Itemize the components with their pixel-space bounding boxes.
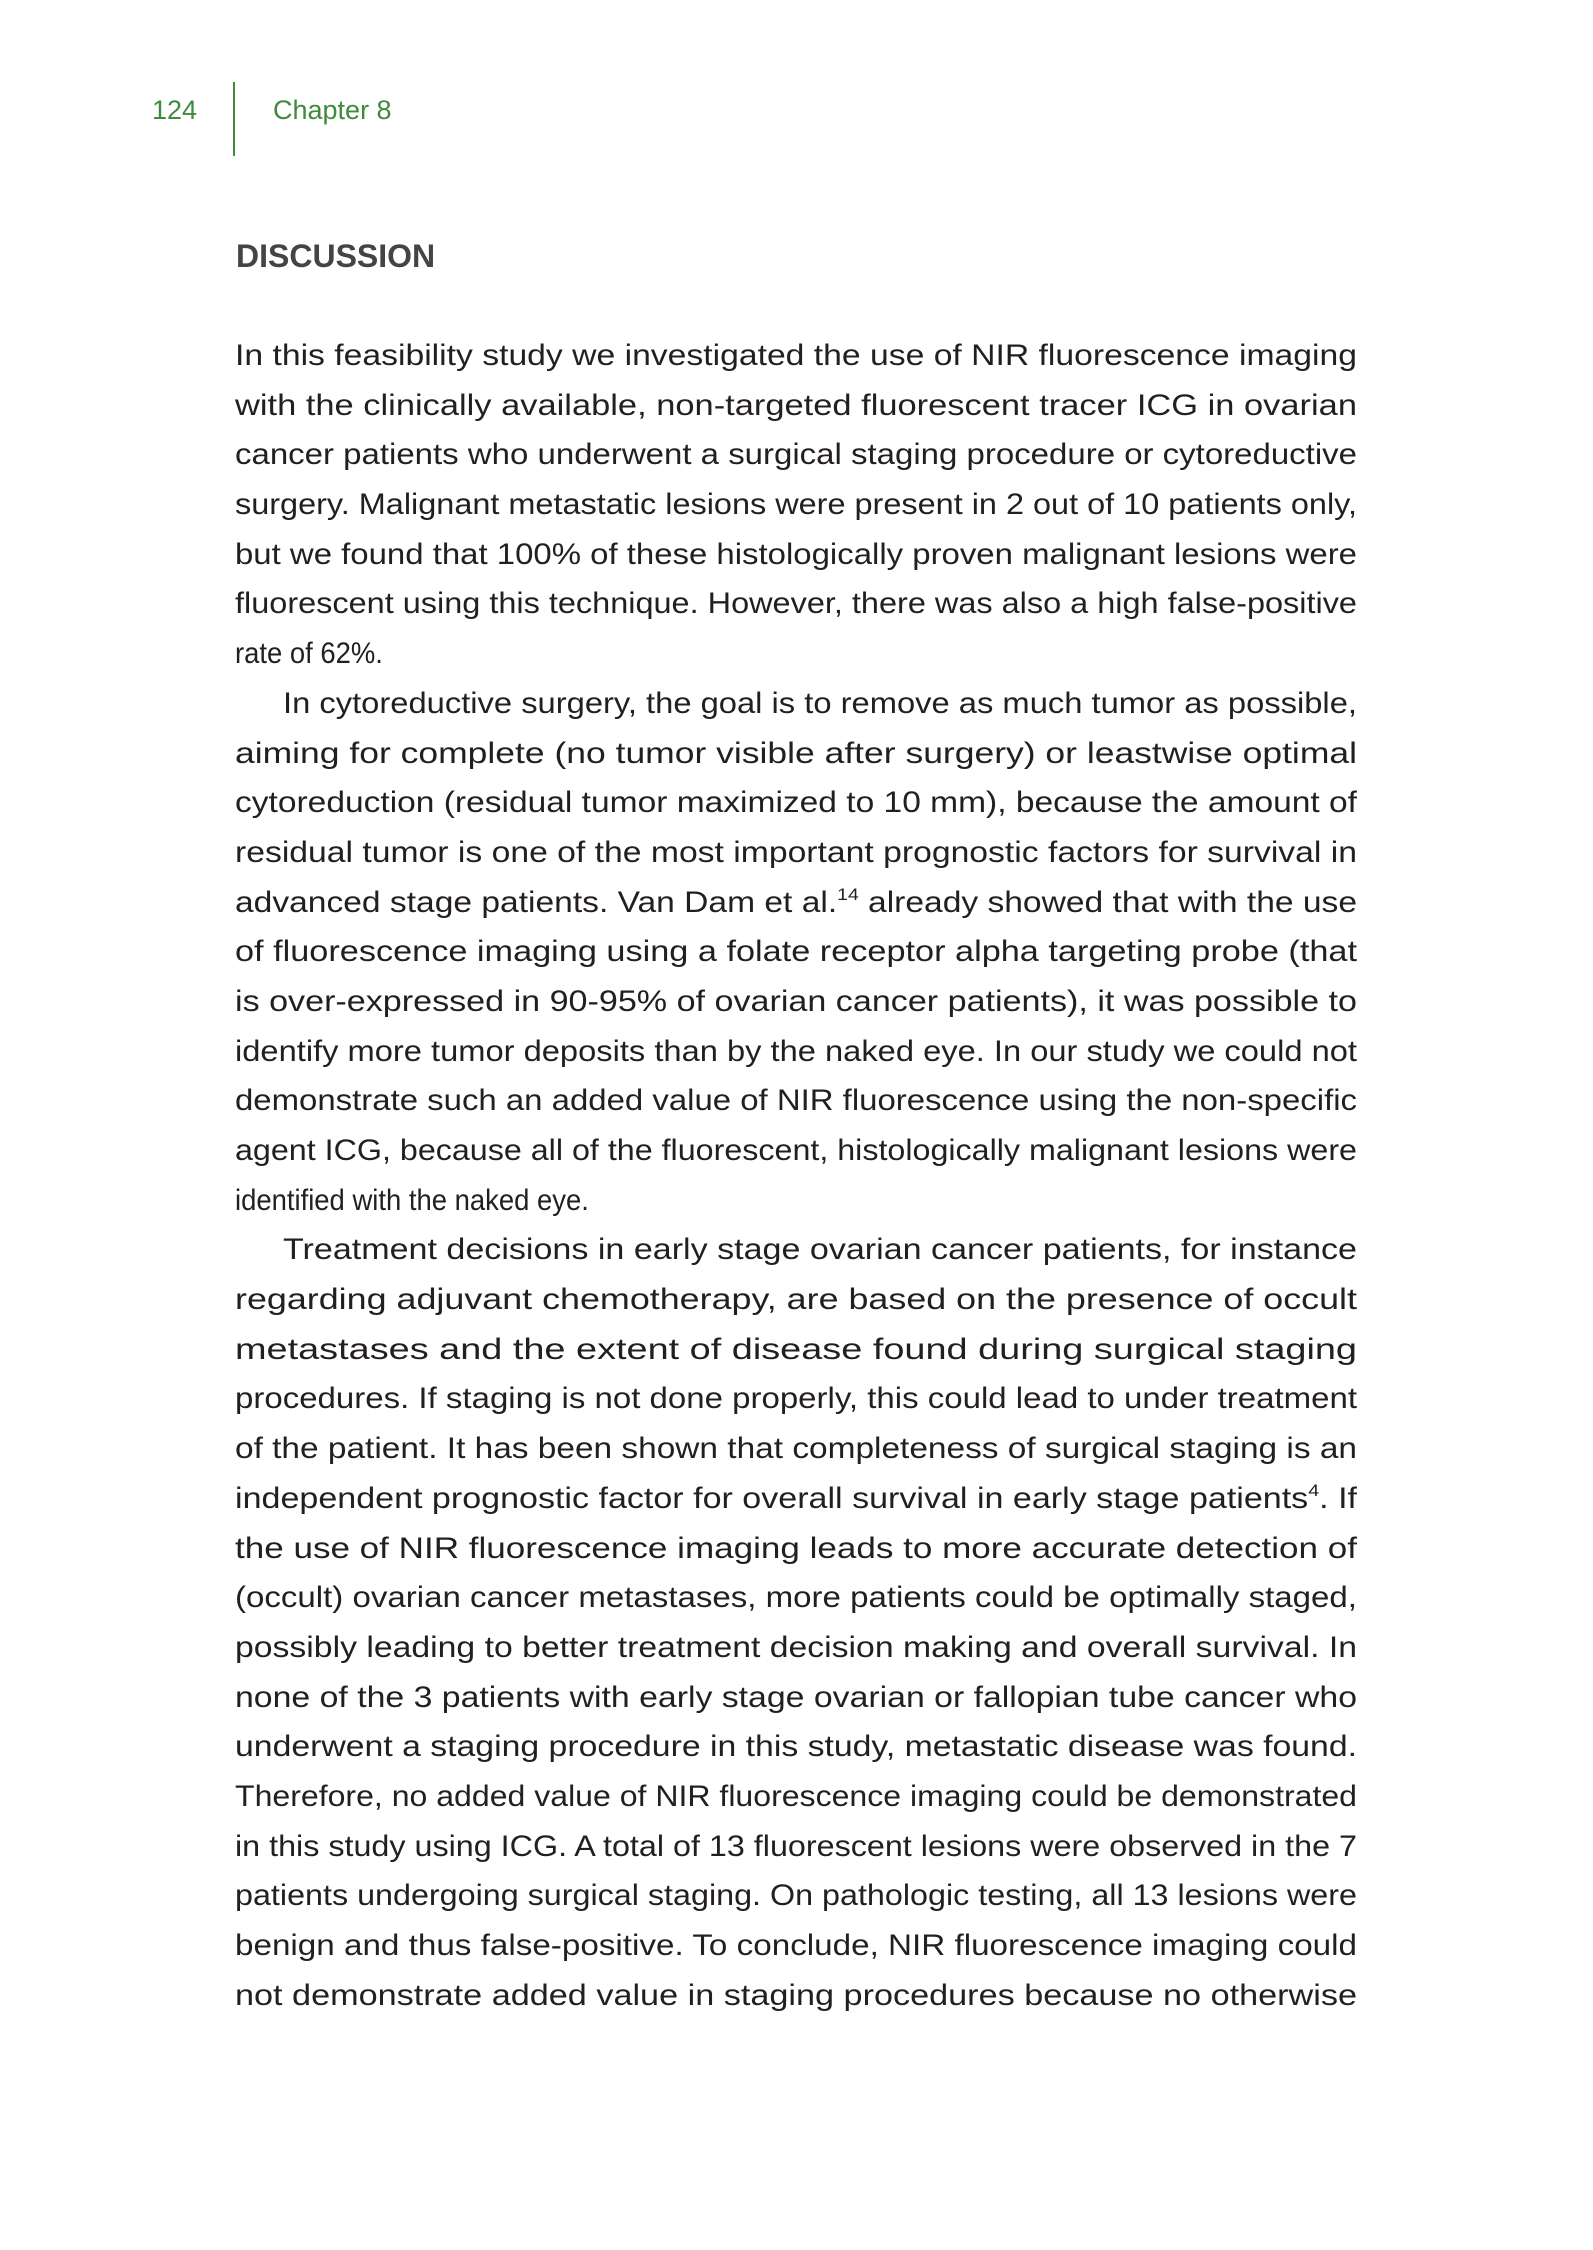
text-line: cancer patients who underwent a surgical staging procedure or cytoreductive [235,438,1357,472]
text-line: cytoreduction (residual tumor maximized to 10 mm), because the amount of [235,786,1357,820]
paragraph-2 [235,679,1357,1226]
text-line: of the patient. It has been shown that completeness of surgical staging is an [235,1432,1357,1466]
paragraph-1 [235,331,1357,679]
text-run: already showed that with the use [858,885,1357,919]
section-heading: DISCUSSION [236,238,436,274]
text-line: Therefore, no added value of NIR fluorescence imaging could be demonstrated [235,1779,1357,1813]
paragraph-3 [235,1225,1357,2020]
text-line: possibly leading to better treatment decision making and overall survival. In [235,1630,1357,1664]
text-line: the use of NIR fluorescence imaging leads to more accurate detection of [235,1531,1357,1565]
page-number: 124 [152,95,198,125]
chapter-label: Chapter 8 [273,95,392,125]
text-line: is over-expressed in 90-95% of ovarian cancer patients), it was possible to [235,984,1357,1018]
citation-superscript[interactable]: 4 [1308,1480,1320,1500]
text-line: procedures. If staging is not done properly, this could lead to under treatment [235,1382,1357,1416]
text-line: with the clinically available, non-targeted fluorescent tracer ICG in ovarian [235,388,1357,422]
text-line: underwent a staging procedure in this study, metastatic disease was found. [235,1730,1357,1764]
text-run: . If [1319,1481,1357,1515]
text-line: identified with the naked eye. [235,1183,589,1217]
text-line: agent ICG, because all of the fluorescent, histologically malignant lesions were [235,1134,1357,1167]
text-line: In this feasibility study we investigated the use of NIR fluorescence imaging [235,339,1357,372]
text-line: patients undergoing surgical staging. On pathologic testing, all 13 lesions were [235,1879,1357,1913]
text-line: residual tumor is one of the most important prognostic factors for survival in [235,835,1357,869]
text-line: not demonstrate added value in staging procedures because no otherwise [235,1978,1357,2012]
text-line: but we found that 100% of these histologically proven malignant lesions were [235,537,1357,571]
text-line: (occult) ovarian cancer metastases, more patients could be optimally staged, [235,1581,1357,1615]
citation-superscript[interactable]: 14 [837,884,859,904]
text-line: aiming for complete (no tumor visible after surgery) or leastwise optimal [235,736,1357,770]
text-line: In cytoreductive surgery, the goal is to remove as much tumor as possible, [283,686,1357,720]
text-line: demonstrate such an added value of NIR fluorescence using the non-specific [235,1084,1357,1118]
text-line: surgery. Malignant metastatic lesions were present in 2 out of 10 patients only, [235,488,1357,522]
body-text [235,331,1357,2020]
text-line: rate of 62%. [235,637,383,671]
text-line: in this study using ICG. A total of 13 fluorescent lesions were observed in the 7 [235,1829,1357,1863]
text-run: independent prognostic factor for overall survival in early stage patients [235,1481,1309,1515]
text-run: advanced stage patients. Van Dam et al. [235,885,838,919]
text-line: regarding adjuvant chemotherapy, are based on the presence of occult [235,1283,1357,1317]
text-line: none of the 3 patients with early stage ovarian or fallopian tube cancer who [235,1680,1357,1714]
running-header [0,0,1593,170]
text-line: metastases and the extent of disease found during surgical staging [235,1332,1357,1366]
text-line: benign and thus false-positive. To conclude, NIR fluorescence imaging could [235,1929,1357,1962]
text-line: identify more tumor deposits than by the naked eye. In our study we could not [235,1034,1357,1068]
text-line-with-citation [235,1474,1357,1524]
text-line-with-citation [235,878,1357,928]
text-line: fluorescent using this technique. However, there was also a high false-positive [235,587,1357,621]
text-line: of fluorescence imaging using a folate receptor alpha targeting probe (that [235,935,1357,969]
text-line: Treatment decisions in early stage ovarian cancer patients, for instance [283,1233,1357,1267]
header-divider [233,82,235,156]
